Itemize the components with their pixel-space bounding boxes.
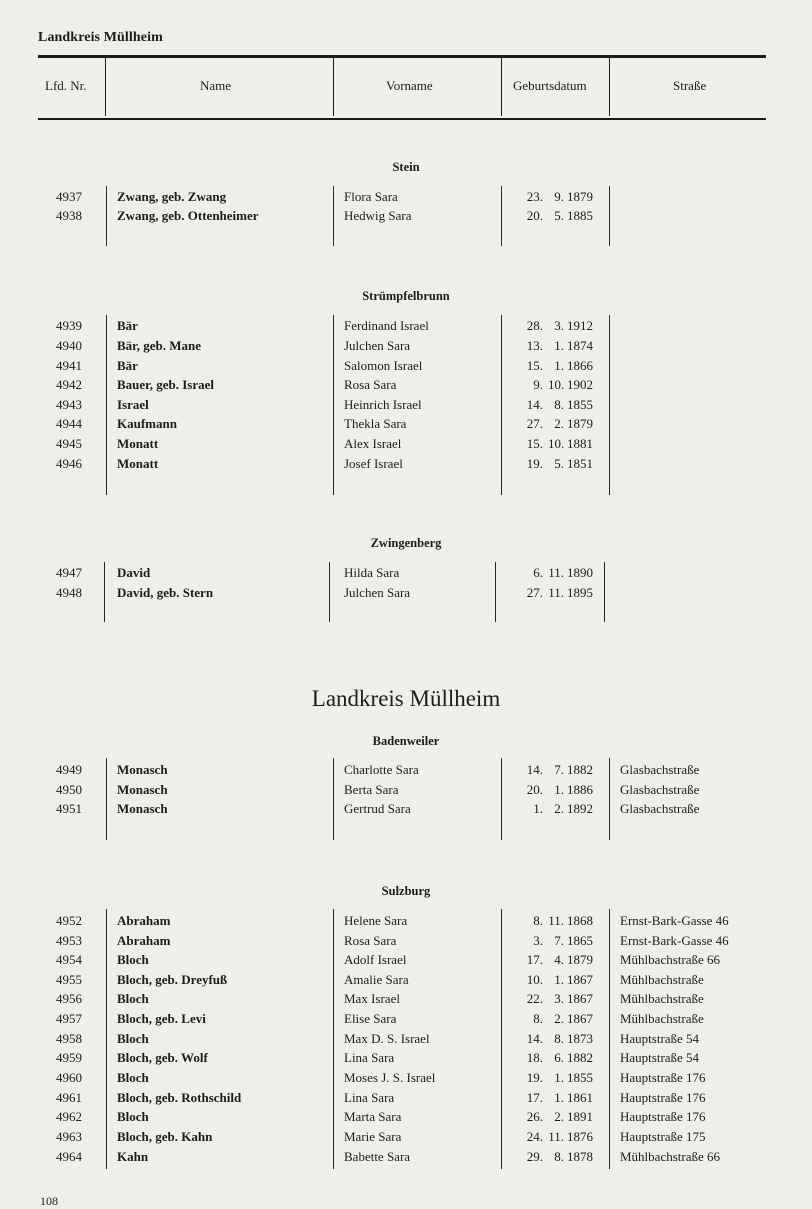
table-row [0, 358, 812, 377]
cell-name: Bloch [117, 1031, 149, 1046]
cell-street: Hauptstraße 176 [620, 1109, 706, 1124]
cell-name: Monatt [117, 436, 159, 451]
cell-day: 18. [526, 1050, 543, 1065]
cell-street: Hauptstraße 54 [620, 1031, 700, 1046]
cell-month: 10. [548, 436, 565, 451]
cell-month: 7. [554, 762, 564, 777]
running-head: Landkreis Müllheim [38, 30, 163, 45]
cell-year: 1868 [567, 913, 593, 928]
cell-month: 2. [554, 801, 564, 816]
cell-vorname: Rosa Sara [344, 933, 397, 948]
cell-vorname: Josef Israel [344, 456, 403, 471]
cell-street: Glasbachstraße [620, 782, 700, 797]
cell-name: Zwang, geb. Zwang [117, 189, 227, 204]
cell-nr: 4938 [56, 208, 82, 223]
table-row [0, 1090, 812, 1109]
cell-name: Bär [117, 358, 138, 373]
cell-name: Bär [117, 318, 138, 333]
cell-name: Bloch [117, 1109, 149, 1124]
page-number: 108 [40, 1194, 58, 1208]
table-row [0, 972, 812, 991]
cell-name: Bloch, geb. Wolf [117, 1050, 208, 1065]
table-row [0, 952, 812, 971]
cell-month: 11. [548, 913, 564, 928]
cell-month: 1. [554, 338, 564, 353]
cell-day: 14. [526, 762, 543, 777]
cell-day: 9. [533, 377, 543, 392]
cell-year: 1876 [567, 1129, 593, 1144]
table-row [0, 416, 812, 435]
cell-vorname: Adolf Israel [344, 952, 407, 967]
cell-vorname: Alex Israel [344, 436, 402, 451]
cell-year: 1879 [567, 952, 593, 967]
cell-day: 15. [526, 436, 543, 451]
cell-year: 1879 [567, 189, 593, 204]
cell-name: Bloch, geb. Dreyfuß [117, 972, 228, 987]
cell-nr: 4952 [56, 913, 82, 928]
table-row [0, 801, 812, 820]
header-strasse: Straße [673, 78, 707, 93]
table-row [0, 585, 812, 604]
cell-month: 8. [554, 397, 564, 412]
cell-name: Bauer, geb. Israel [117, 377, 215, 392]
cell-day: 26. [526, 1109, 543, 1124]
cell-vorname: Max D. S. Israel [344, 1031, 430, 1046]
table-row [0, 189, 812, 208]
cell-vorname: Julchen Sara [344, 585, 411, 600]
table-row [0, 1031, 812, 1050]
cell-name: Bloch, geb. Kahn [117, 1129, 213, 1144]
cell-year: 1873 [567, 1031, 593, 1046]
cell-nr: 4958 [56, 1031, 82, 1046]
cell-year: 1890 [567, 565, 593, 580]
table-row [0, 1129, 812, 1148]
cell-nr: 4946 [56, 456, 82, 471]
cell-year: 1882 [567, 1050, 593, 1065]
cell-vorname: Julchen Sara [344, 338, 411, 353]
cell-street: Mühlbachstraße 66 [620, 1149, 721, 1164]
cell-day: 22. [526, 991, 543, 1006]
cell-nr: 4944 [56, 416, 82, 431]
table-row [0, 208, 812, 227]
cell-day: 27. [526, 416, 543, 431]
cell-day: 27. [526, 585, 543, 600]
cell-month: 7. [554, 933, 564, 948]
cell-year: 1902 [567, 377, 593, 392]
cell-day: 10. [526, 972, 543, 987]
district-heading: Landkreis Müllheim [311, 686, 501, 711]
cell-name: Abraham [117, 913, 171, 928]
cell-nr: 4941 [56, 358, 82, 373]
table-row [0, 1109, 812, 1128]
cell-month: 1. [554, 358, 564, 373]
cell-vorname: Lina Sara [344, 1090, 395, 1105]
cell-month: 2. [554, 1011, 564, 1026]
cell-nr: 4955 [56, 972, 82, 987]
table-row [0, 397, 812, 416]
cell-name: Kahn [117, 1149, 149, 1164]
cell-day: 17. [526, 952, 543, 967]
cell-vorname: Amalie Sara [344, 972, 409, 987]
cell-day: 28. [526, 318, 543, 333]
cell-name: Zwang, geb. Ottenheimer [117, 208, 259, 223]
cell-nr: 4954 [56, 952, 82, 967]
table-row [0, 436, 812, 455]
cell-vorname: Charlotte Sara [344, 762, 419, 777]
cell-year: 1867 [567, 972, 593, 987]
cell-day: 29. [526, 1149, 543, 1164]
cell-year: 1867 [567, 1011, 593, 1026]
table-row [0, 913, 812, 932]
cell-day: 6. [533, 565, 543, 580]
cell-vorname: Berta Sara [344, 782, 399, 797]
cell-nr: 4951 [56, 801, 82, 816]
cell-nr: 4949 [56, 762, 82, 777]
cell-name: Bloch [117, 952, 149, 967]
cell-street: Ernst-Bark-Gasse 46 [620, 913, 729, 928]
cell-year: 1851 [567, 456, 593, 471]
table-row [0, 933, 812, 952]
cell-month: 8. [554, 1149, 564, 1164]
table-row [0, 377, 812, 396]
cell-nr: 4956 [56, 991, 82, 1006]
cell-street: Hauptstraße 54 [620, 1050, 700, 1065]
cell-nr: 4963 [56, 1129, 82, 1144]
section-heading-sulzburg: Sulzburg [381, 884, 431, 898]
section-heading-struempfelbrunn: Strümpfelbrunn [362, 289, 450, 303]
cell-nr: 4943 [56, 397, 82, 412]
cell-nr: 4960 [56, 1070, 82, 1085]
cell-day: 14. [526, 1031, 543, 1046]
cell-month: 5. [554, 456, 564, 471]
cell-year: 1855 [567, 397, 593, 412]
cell-day: 17. [526, 1090, 543, 1105]
cell-year: 1865 [567, 933, 593, 948]
cell-month: 11. [548, 1129, 564, 1144]
cell-vorname: Salomon Israel [344, 358, 423, 373]
cell-street: Glasbachstraße [620, 762, 700, 777]
table-row [0, 318, 812, 337]
cell-month: 1. [554, 972, 564, 987]
cell-day: 13. [526, 338, 543, 353]
cell-vorname: Gertrud Sara [344, 801, 411, 816]
cell-vorname: Moses J. S. Israel [344, 1070, 436, 1085]
cell-year: 1867 [567, 991, 593, 1006]
table-row [0, 782, 812, 801]
cell-month: 1. [554, 782, 564, 797]
header-divider [501, 56, 502, 116]
cell-year: 1882 [567, 762, 593, 777]
cell-day: 19. [526, 1070, 543, 1085]
cell-nr: 4953 [56, 933, 82, 948]
table-row [0, 991, 812, 1010]
cell-vorname: Thekla Sara [344, 416, 407, 431]
cell-nr: 4940 [56, 338, 82, 353]
cell-nr: 4948 [56, 585, 82, 600]
cell-year: 1874 [567, 338, 593, 353]
cell-day: 20. [526, 208, 543, 223]
cell-nr: 4937 [56, 189, 82, 204]
cell-year: 1879 [567, 416, 593, 431]
cell-nr: 4942 [56, 377, 82, 392]
cell-month: 10. [548, 377, 565, 392]
cell-nr: 4945 [56, 436, 82, 451]
cell-year: 1912 [567, 318, 593, 333]
cell-street: Mühlbachstraße [620, 1011, 704, 1026]
cell-name: Bloch, geb. Levi [117, 1011, 206, 1026]
cell-day: 14. [526, 397, 543, 412]
cell-street: Hauptstraße 176 [620, 1090, 706, 1105]
cell-year: 1878 [567, 1149, 593, 1164]
cell-street: Hauptstraße 175 [620, 1129, 706, 1144]
cell-nr: 4947 [56, 565, 82, 580]
cell-month: 8. [554, 1031, 564, 1046]
table-row [0, 338, 812, 357]
table-row [0, 762, 812, 781]
cell-street: Mühlbachstraße [620, 972, 704, 987]
cell-vorname: Heinrich Israel [344, 397, 422, 412]
table-row [0, 1050, 812, 1069]
cell-year: 1886 [567, 782, 593, 797]
header-top-rule [38, 55, 766, 58]
cell-month: 2. [554, 1109, 564, 1124]
cell-month: 9. [554, 189, 564, 204]
cell-name: Abraham [117, 933, 171, 948]
table-row [0, 1070, 812, 1089]
cell-day: 8. [533, 1011, 543, 1026]
cell-month: 1. [554, 1070, 564, 1085]
section-heading-stein: Stein [392, 160, 420, 174]
cell-name: Bloch, geb. Rothschild [117, 1090, 242, 1105]
cell-day: 1. [533, 801, 543, 816]
cell-vorname: Marie Sara [344, 1129, 402, 1144]
cell-nr: 4939 [56, 318, 82, 333]
cell-year: 1855 [567, 1070, 593, 1085]
cell-year: 1885 [567, 208, 593, 223]
cell-month: 6. [554, 1050, 564, 1065]
cell-month: 2. [554, 416, 564, 431]
header-name: Name [200, 78, 232, 93]
cell-year: 1895 [567, 585, 593, 600]
cell-vorname: Hilda Sara [344, 565, 400, 580]
cell-day: 20. [526, 782, 543, 797]
table-row [0, 1011, 812, 1030]
cell-name: Israel [117, 397, 149, 412]
cell-month: 1. [554, 1090, 564, 1105]
cell-day: 3. [533, 933, 543, 948]
cell-nr: 4950 [56, 782, 82, 797]
table-row [0, 1149, 812, 1168]
header-divider [333, 56, 334, 116]
header-geburtsdatum: Geburtsdatum [513, 78, 587, 93]
cell-name: Bloch [117, 1070, 149, 1085]
cell-street: Mühlbachstraße [620, 991, 704, 1006]
cell-year: 1891 [567, 1109, 593, 1124]
cell-vorname: Hedwig Sara [344, 208, 412, 223]
cell-street: Hauptstraße 176 [620, 1070, 706, 1085]
cell-vorname: Helene Sara [344, 913, 408, 928]
cell-street: Mühlbachstraße 66 [620, 952, 721, 967]
cell-year: 1861 [567, 1090, 593, 1105]
cell-vorname: Ferdinand Israel [344, 318, 429, 333]
cell-name: David, geb. Stern [117, 585, 214, 600]
cell-day: 8. [533, 913, 543, 928]
section-heading-badenweiler: Badenweiler [372, 734, 440, 748]
cell-nr: 4957 [56, 1011, 82, 1026]
cell-month: 5. [554, 208, 564, 223]
header-vorname: Vorname [386, 78, 433, 93]
cell-year: 1892 [567, 801, 593, 816]
header-divider [105, 56, 106, 116]
cell-nr: 4959 [56, 1050, 82, 1065]
cell-name: Kaufmann [117, 416, 177, 431]
cell-month: 11. [548, 565, 564, 580]
cell-name: Monasch [117, 801, 168, 816]
cell-vorname: Lina Sara [344, 1050, 395, 1065]
table-row [0, 565, 812, 584]
cell-name: Bär, geb. Mane [117, 338, 202, 353]
cell-vorname: Marta Sara [344, 1109, 402, 1124]
cell-month: 11. [548, 585, 564, 600]
cell-vorname: Max Israel [344, 991, 400, 1006]
cell-year: 1866 [567, 358, 593, 373]
header-lfd-nr: Lfd. Nr. [45, 78, 87, 93]
cell-day: 23. [526, 189, 543, 204]
cell-name: Monasch [117, 782, 168, 797]
cell-street: Ernst-Bark-Gasse 46 [620, 933, 729, 948]
cell-nr: 4961 [56, 1090, 82, 1105]
header-bottom-rule [38, 118, 766, 120]
cell-month: 3. [554, 318, 564, 333]
cell-day: 15. [526, 358, 543, 373]
cell-month: 3. [554, 991, 564, 1006]
cell-name: Bloch [117, 991, 149, 1006]
cell-vorname: Babette Sara [344, 1149, 411, 1164]
table-row [0, 456, 812, 475]
cell-name: Monatt [117, 456, 159, 471]
cell-day: 24. [526, 1129, 543, 1144]
cell-name: David [117, 565, 151, 580]
cell-vorname: Elise Sara [344, 1011, 397, 1026]
cell-day: 19. [526, 456, 543, 471]
cell-vorname: Flora Sara [344, 189, 398, 204]
cell-nr: 4964 [56, 1149, 82, 1164]
cell-name: Monasch [117, 762, 168, 777]
header-divider [609, 56, 610, 116]
cell-vorname: Rosa Sara [344, 377, 397, 392]
cell-month: 4. [554, 952, 564, 967]
cell-year: 1881 [567, 436, 593, 451]
cell-street: Glasbachstraße [620, 801, 700, 816]
cell-nr: 4962 [56, 1109, 82, 1124]
section-heading-zwingenberg: Zwingenberg [370, 536, 442, 550]
